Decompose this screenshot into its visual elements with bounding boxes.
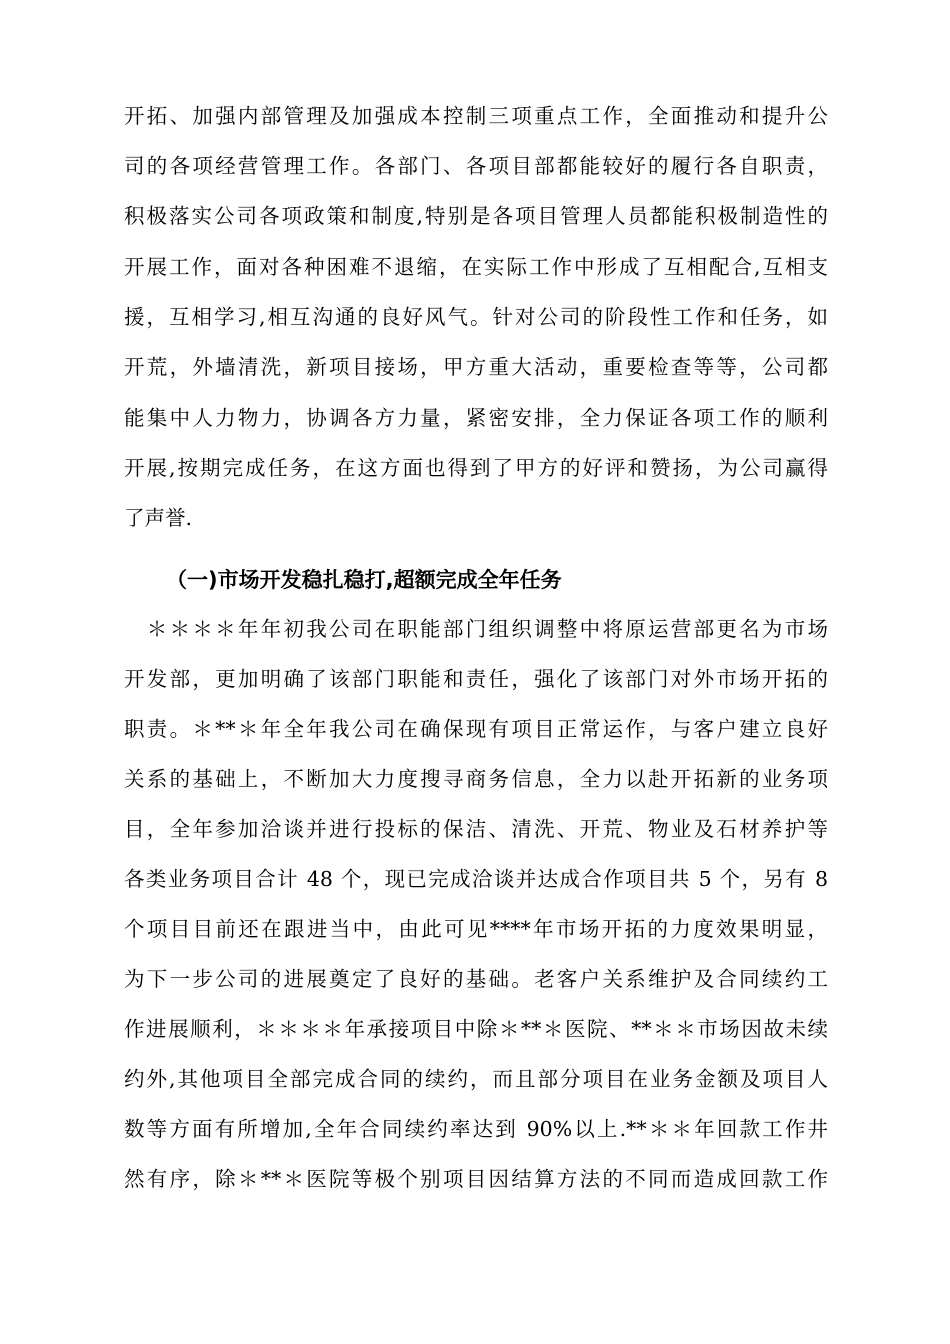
paragraph-line: 开发部，更加明确了该部门职能和责任，强化了该部门对外市场开拓的 <box>124 667 828 691</box>
paragraph-line: 能集中人力物力，协调各方力量，紧密安排，全力保证各项工作的顺利 <box>124 406 828 430</box>
paragraph-line: 开展,按期完成任务，在这方面也得到了甲方的好评和赞扬，为公司赢得 <box>124 456 828 480</box>
paragraph-line: 作进展顺利，＊＊＊＊年承接项目中除＊**＊医院、**＊＊市场因故未续 <box>124 1017 828 1041</box>
paragraph-line: 为下一步公司的进展奠定了良好的基础。老客户关系维护及合同续约工 <box>124 967 828 991</box>
paragraph-line: 关系的基础上，不断加大力度搜寻商务信息，全力以赴开拓新的业务项 <box>124 767 828 791</box>
paragraph-line: 开荒，外墙清洗，新项目接场，甲方重大活动，重要检查等等，公司都 <box>124 355 828 379</box>
paragraph-line: 开展工作，面对各种困难不退缩，在实际工作中形成了互相配合,互相支 <box>124 255 828 279</box>
paragraph-line: ＊＊＊＊年年初我公司在职能部门组织调整中将原运营部更名为市场 <box>124 617 828 641</box>
paragraph-line: 援，互相学习,相互沟通的良好风气。针对公司的阶段性工作和任务，如 <box>124 305 828 329</box>
paragraph-line: 数等方面有所增加,全年合同续约率达到 90%以上.**＊＊年回款工作井 <box>124 1117 828 1141</box>
paragraph-line: 个项目目前还在跟进当中，由此可见****年市场开拓的力度效果明显， <box>124 917 828 941</box>
paragraph-line: 然有序，除＊**＊医院等极个别项目因结算方法的不同而造成回款工作 <box>124 1167 828 1191</box>
paragraph-line: 目，全年参加洽谈并进行投标的保洁、清洗、开荒、物业及石材养护等 <box>124 817 828 841</box>
paragraph-line: 积极落实公司各项政策和制度,特别是各项目管理人员都能积极制造性的 <box>124 204 828 228</box>
paragraph-line: 各类业务项目合计 48 个，现已完成洽谈并达成合作项目共 5 个，另有 8 <box>124 867 828 891</box>
paragraph-line: 了声誉. <box>124 506 193 530</box>
paragraph-line: 开拓、加强内部管理及加强成本控制三项重点工作，全面推动和提升公 <box>124 104 828 128</box>
section-heading: （一)市场开发稳扎稳打,超额完成全年任务 <box>166 568 562 592</box>
paragraph-line: 职责。＊**＊年全年我公司在确保现有项目正常运作，与客户建立良好 <box>124 717 828 741</box>
paragraph-line: 约外,其他项目全部完成合同的续约，而且部分项目在业务金额及项目人 <box>124 1067 828 1091</box>
paragraph-line: 司的各项经营管理工作。各部门、各项目部都能较好的履行各自职责， <box>124 154 828 178</box>
